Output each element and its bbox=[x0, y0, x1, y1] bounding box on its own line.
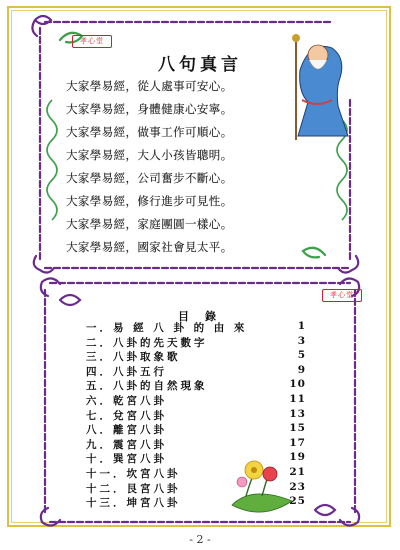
toc-entry-page: 23 bbox=[289, 480, 306, 493]
toc-entry-label: 六．乾宮八卦 bbox=[86, 394, 167, 407]
toc-entry-page: 19 bbox=[289, 451, 306, 464]
toc-entry-label: 七．兌宮八卦 bbox=[86, 409, 167, 422]
toc-heading: 目錄 bbox=[178, 310, 232, 323]
page-title: 八句真言 bbox=[158, 55, 242, 75]
toc-entry-page: 9 bbox=[297, 363, 306, 376]
toc-entry-page: 13 bbox=[289, 407, 306, 420]
toc-entry bbox=[86, 364, 306, 379]
toc-entry bbox=[86, 320, 306, 335]
saying-line: 大家學易經，修行進步可見性。 bbox=[66, 194, 233, 208]
toc-entry-page: 10 bbox=[289, 378, 306, 391]
toc-entry bbox=[86, 437, 306, 452]
toc-entry-page: 3 bbox=[297, 334, 306, 347]
table-of-contents bbox=[86, 320, 306, 510]
sayings-list bbox=[66, 75, 336, 259]
toc-entry-label: 二．八卦的先天數字 bbox=[86, 336, 208, 349]
seal-stamp-bottom: 孝心堂 bbox=[322, 289, 362, 302]
toc-entry-page: 11 bbox=[289, 392, 306, 405]
toc-entry bbox=[86, 495, 306, 510]
toc-entry bbox=[86, 422, 306, 437]
toc-entry-page: 5 bbox=[297, 349, 306, 362]
toc-entry bbox=[86, 408, 306, 423]
saying-line: 大家學易經，大人小孩皆聰明。 bbox=[66, 148, 233, 162]
toc-entry bbox=[86, 393, 306, 408]
saying-line: 大家學易經，做事工作可順心。 bbox=[66, 125, 233, 139]
toc-entry-label: 十二．艮宮八卦 bbox=[86, 482, 181, 495]
toc-entry-label: 十一．坎宮八卦 bbox=[86, 467, 181, 480]
toc-entry-label: 一．易 經 八 卦 的 由 來 bbox=[86, 322, 248, 334]
toc-entry bbox=[86, 481, 306, 496]
saying-line: 大家學易經，國家社會見太平。 bbox=[66, 240, 233, 254]
toc-entry-label: 九．震宮八卦 bbox=[86, 438, 167, 451]
toc-entry-page: 25 bbox=[289, 495, 306, 508]
toc-entry-page: 1 bbox=[297, 320, 306, 332]
saying-line: 大家學易經，公司奮步不斷心。 bbox=[66, 171, 233, 185]
toc-entry-page: 17 bbox=[289, 436, 306, 449]
saying-line: 大家學易經，從人處事可安心。 bbox=[66, 79, 233, 93]
toc-entry-label: 四．八卦五行 bbox=[86, 365, 167, 378]
toc-entry-label: 三．八卦取象歌 bbox=[86, 351, 181, 364]
seal-stamp-top: 孝心堂 bbox=[72, 35, 112, 48]
toc-entry-label: 八．離宮八卦 bbox=[86, 424, 167, 437]
toc-entry bbox=[86, 349, 306, 364]
saying-line: 大家學易經，家庭團圓一樣心。 bbox=[66, 217, 233, 231]
toc-entry-label: 五．八卦的自然現象 bbox=[86, 380, 208, 393]
toc-entry bbox=[86, 451, 306, 466]
saying-line: 大家學易經，身體健康心安寧。 bbox=[66, 102, 233, 116]
page-number: - 2 - bbox=[189, 533, 211, 546]
toc-entry-label: 十三．坤宮八卦 bbox=[86, 497, 181, 510]
toc-entry bbox=[86, 335, 306, 350]
toc-entry-page: 15 bbox=[289, 422, 306, 435]
toc-entry bbox=[86, 378, 306, 393]
toc-entry-label: 十．巽宮八卦 bbox=[86, 453, 167, 466]
toc-entry-page: 21 bbox=[289, 465, 306, 478]
toc-entry bbox=[86, 466, 306, 481]
